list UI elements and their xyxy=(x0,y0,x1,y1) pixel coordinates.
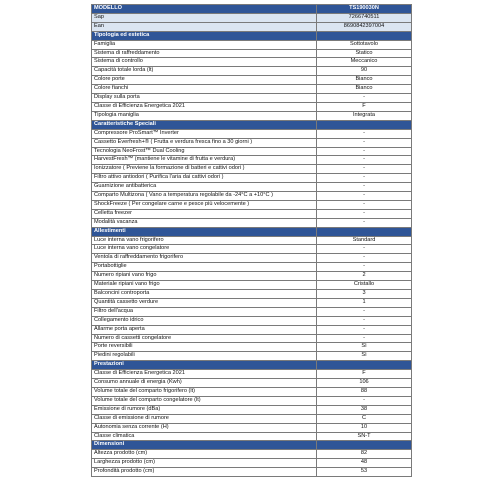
section-title: Allestimenti xyxy=(92,227,317,236)
spec-value: Statico xyxy=(317,49,412,58)
spec-value: 88 xyxy=(317,387,412,396)
spec-value: Sì xyxy=(317,343,412,352)
spec-label: Collegamento idrico xyxy=(92,316,317,325)
spec-row xyxy=(92,67,412,76)
spec-value: 8690842397004 xyxy=(317,22,412,31)
section-title: Tipologia ed estetica xyxy=(92,31,317,40)
spec-label: Porte reversibili xyxy=(92,343,317,352)
spec-row xyxy=(92,156,412,165)
spec-label: Classe climatica xyxy=(92,432,317,441)
spec-row xyxy=(92,94,412,103)
spec-value: - xyxy=(317,316,412,325)
spec-label: Cassetto Everfresh+® ( Frutta e verdura fresca fino a 30 giorni ) xyxy=(92,138,317,147)
spec-value: Sì xyxy=(317,352,412,361)
spec-value: Cristallo xyxy=(317,281,412,290)
spec-label: Ventola di raffreddamento frigorifero xyxy=(92,254,317,263)
spec-value: 90 xyxy=(317,67,412,76)
spec-value: F xyxy=(317,102,412,111)
spec-label: Allarme porta aperta xyxy=(92,325,317,334)
spec-label: Ionizzatore ( Previene la formazione di batteri e cattivi odori ) xyxy=(92,165,317,174)
spec-row xyxy=(92,405,412,414)
spec-row xyxy=(92,85,412,94)
spec-row xyxy=(92,316,412,325)
spec-row xyxy=(92,218,412,227)
spec-row xyxy=(92,183,412,192)
spec-row xyxy=(92,352,412,361)
spec-value: - xyxy=(317,129,412,138)
spec-row xyxy=(92,307,412,316)
header-value: TS190030N xyxy=(317,5,412,14)
section-title: Prestazioni xyxy=(92,361,317,370)
spec-label: Emissione di rumore (dBa) xyxy=(92,405,317,414)
spec-label: Tecnologia NeoFrost™ Dual Cooling xyxy=(92,147,317,156)
spec-value: - xyxy=(317,218,412,227)
spec-label: HarvestFresh™ (mantiene le vitamine di frutta e verdura) xyxy=(92,156,317,165)
spec-value: - xyxy=(317,209,412,218)
spec-row xyxy=(92,76,412,85)
spec-value: - xyxy=(317,263,412,272)
spec-row xyxy=(92,192,412,201)
spec-row xyxy=(92,272,412,281)
spec-value: - xyxy=(317,254,412,263)
spec-row xyxy=(92,334,412,343)
spec-row xyxy=(92,432,412,441)
spec-value: - xyxy=(317,200,412,209)
spec-label: Altezza prodotto (cm) xyxy=(92,450,317,459)
spec-row xyxy=(92,298,412,307)
section-title: Caratteristiche Speciali xyxy=(92,120,317,129)
spec-row xyxy=(92,58,412,67)
spec-row xyxy=(92,209,412,218)
id-row xyxy=(92,22,412,31)
spec-label: Volume totale del comparto congelatore (lt) xyxy=(92,396,317,405)
section-header-row xyxy=(92,31,412,40)
spec-label: Autonomia senza corrente (H) xyxy=(92,423,317,432)
section-header-row xyxy=(92,120,412,129)
spec-label: Profondità prodotto (cm) xyxy=(92,468,317,477)
spec-value: Meccanico xyxy=(317,58,412,67)
spec-value: F xyxy=(317,370,412,379)
spec-label: Balconcini controporta xyxy=(92,290,317,299)
spec-row xyxy=(92,263,412,272)
spec-label: Famiglia xyxy=(92,40,317,49)
table-header-row xyxy=(92,5,412,14)
spec-row xyxy=(92,468,412,477)
spec-value: - xyxy=(317,192,412,201)
spec-label: Sap xyxy=(92,13,317,22)
spec-value xyxy=(317,227,412,236)
spec-label: Filtro attivo antiodori ( Purifica l'aria dai cattivi odori ) xyxy=(92,174,317,183)
spec-value: 10 xyxy=(317,423,412,432)
spec-table xyxy=(91,4,412,477)
spec-row xyxy=(92,129,412,138)
spec-value: 53 xyxy=(317,468,412,477)
spec-row xyxy=(92,459,412,468)
spec-value: - xyxy=(317,165,412,174)
spec-label: Capacità totale lorda (lt) xyxy=(92,67,317,76)
spec-value: 38 xyxy=(317,405,412,414)
spec-row xyxy=(92,343,412,352)
spec-label: Tipologia maniglia xyxy=(92,111,317,120)
section-header-row xyxy=(92,361,412,370)
spec-value: - xyxy=(317,156,412,165)
section-title: Dimensioni xyxy=(92,441,317,450)
spec-row xyxy=(92,40,412,49)
spec-label: Ean xyxy=(92,22,317,31)
spec-value: - xyxy=(317,174,412,183)
spec-value: 48 xyxy=(317,459,412,468)
spec-label: Consumo annuale di energia (Kwh) xyxy=(92,379,317,388)
section-header-row xyxy=(92,441,412,450)
spec-row xyxy=(92,387,412,396)
spec-row xyxy=(92,450,412,459)
spec-value: 7266740511 xyxy=(317,13,412,22)
section-header-row xyxy=(92,227,412,236)
spec-label: Sistema di controllo xyxy=(92,58,317,67)
spec-label: Colore fianchi xyxy=(92,85,317,94)
spec-row xyxy=(92,414,412,423)
spec-label: Classe di emissione di rumore xyxy=(92,414,317,423)
spec-label: Display sulla porta xyxy=(92,94,317,103)
spec-row xyxy=(92,281,412,290)
spec-value: - xyxy=(317,147,412,156)
spec-label: Quantità cassetto verdure xyxy=(92,298,317,307)
spec-label: Comparto Multizona ( Vano a temperatura regolabile da -24°C a +10°C ) xyxy=(92,192,317,201)
spec-value: - xyxy=(317,334,412,343)
spec-value: - xyxy=(317,307,412,316)
spec-label: Guarnizione antibatterica xyxy=(92,183,317,192)
spec-value: - xyxy=(317,138,412,147)
spec-value: 82 xyxy=(317,450,412,459)
spec-row xyxy=(92,325,412,334)
spec-label: Materiale ripiani vano frigo xyxy=(92,281,317,290)
spec-label: Classe di Efficienza Energetica 2021 xyxy=(92,370,317,379)
spec-value: - xyxy=(317,245,412,254)
spec-row xyxy=(92,200,412,209)
spec-row xyxy=(92,396,412,405)
spec-row xyxy=(92,111,412,120)
spec-label: ShockFreeze ( Per congelare carne e pesce più velocemente ) xyxy=(92,200,317,209)
spec-label: Luce interna vano congelatore xyxy=(92,245,317,254)
spec-value xyxy=(317,31,412,40)
spec-label: Numero di cassetti congelatore xyxy=(92,334,317,343)
spec-label: Numero ripiani vano frigo xyxy=(92,272,317,281)
spec-value: - xyxy=(317,325,412,334)
header-label: MODELLO xyxy=(92,5,317,14)
spec-value: 106 xyxy=(317,379,412,388)
spec-row xyxy=(92,102,412,111)
spec-label: Piedini regolabili xyxy=(92,352,317,361)
spec-value: C xyxy=(317,414,412,423)
spec-value: Standard xyxy=(317,236,412,245)
spec-value: SN-T xyxy=(317,432,412,441)
spec-label: Modalità vacanza xyxy=(92,218,317,227)
spec-label: Luce interna vano frigorifero xyxy=(92,236,317,245)
spec-value: - xyxy=(317,183,412,192)
spec-value xyxy=(317,441,412,450)
spec-sheet xyxy=(91,4,409,477)
spec-value: Bianco xyxy=(317,85,412,94)
spec-value: - xyxy=(317,94,412,103)
spec-value: 3 xyxy=(317,290,412,299)
spec-label: Sistema di raffreddamento xyxy=(92,49,317,58)
spec-value xyxy=(317,120,412,129)
spec-row xyxy=(92,254,412,263)
spec-label: Portabottiglie xyxy=(92,263,317,272)
spec-row xyxy=(92,370,412,379)
spec-label: Colore porte xyxy=(92,76,317,85)
spec-label: Volume totale del comparto frigorifero (lt) xyxy=(92,387,317,396)
spec-label: Compressore ProSmart™ Inverter xyxy=(92,129,317,138)
spec-value: - xyxy=(317,396,412,405)
spec-row xyxy=(92,138,412,147)
spec-row xyxy=(92,379,412,388)
spec-row xyxy=(92,290,412,299)
spec-label: Celletta freezer xyxy=(92,209,317,218)
spec-label: Filtro dell'acqua xyxy=(92,307,317,316)
spec-label: Larghezza prodotto (cm) xyxy=(92,459,317,468)
spec-value xyxy=(317,361,412,370)
spec-row xyxy=(92,165,412,174)
spec-row xyxy=(92,236,412,245)
id-row xyxy=(92,13,412,22)
spec-value: Integrata xyxy=(317,111,412,120)
spec-value: 2 xyxy=(317,272,412,281)
spec-row xyxy=(92,245,412,254)
spec-value: Bianco xyxy=(317,76,412,85)
spec-row xyxy=(92,423,412,432)
spec-value: Sottotavolo xyxy=(317,40,412,49)
spec-row xyxy=(92,174,412,183)
spec-value: 1 xyxy=(317,298,412,307)
spec-row xyxy=(92,147,412,156)
spec-row xyxy=(92,49,412,58)
spec-label: Classe di Efficienza Energetica 2021 xyxy=(92,102,317,111)
